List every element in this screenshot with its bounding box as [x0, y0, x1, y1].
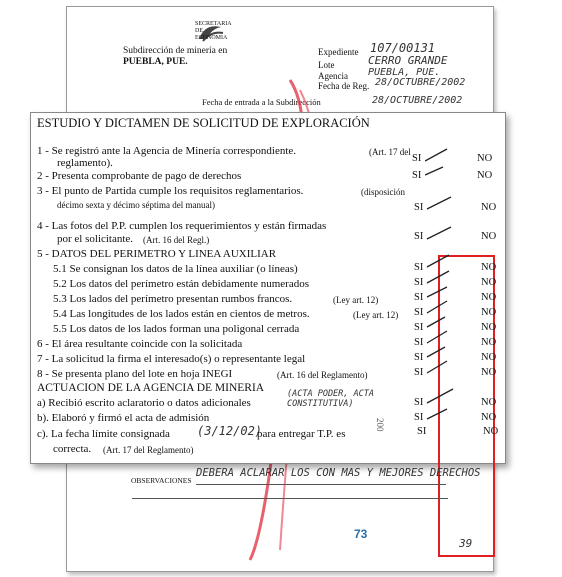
item-3-text: 3 - El punto de Partida cumple los requisitos reglamentarios.	[37, 185, 304, 197]
item-1-text-cont: reglamento).	[57, 157, 113, 169]
item-1-text: 1 - Se registró ante la Agencia de Minería correspondiente.	[37, 145, 297, 157]
observaciones-label: OBSERVACIONES	[131, 476, 192, 485]
item-8-text: 8 - Se presenta plano del lote en hoja INEGI	[37, 368, 233, 380]
expediente-value: 107/00131	[370, 41, 436, 55]
item-1-si: SI	[412, 153, 422, 164]
item-3-si: SI	[414, 202, 424, 213]
observaciones-text: DEBERA ACLARAR LOS CON MAS Y MEJORES DERECHOS	[196, 467, 481, 479]
item-8-ref: (Art. 16 del Reglamento)	[277, 370, 368, 380]
item-4-text-cont: por el solicitante.	[57, 233, 134, 245]
item-2-si: SI	[412, 170, 422, 181]
item-5-3-text: 5.3 Los lados del perímetro presentan rumbos francos.	[53, 293, 293, 305]
item-7-text: 7 - La solicitud la firma el interesado(s) o representante legal	[37, 353, 306, 365]
page-number: 73	[354, 527, 368, 541]
item-5-1-no: NO	[481, 262, 497, 273]
item-a-si: SI	[414, 397, 424, 408]
item-c-text-cont: para entregar T.P. es	[257, 428, 346, 440]
item-5-5-no: NO	[481, 322, 497, 333]
form-title: ESTUDIO Y DICTAMEN DE SOLICITUD DE EXPLORACIÓN	[37, 116, 370, 130]
item-a-no: NO	[481, 397, 497, 408]
item-5-4-ref: (Ley art. 12)	[353, 310, 399, 320]
agencia-value: PUEBLA, PUE.	[368, 67, 441, 78]
item-4-no: NO	[481, 231, 497, 242]
item-b-no: NO	[481, 412, 497, 423]
item-b-si: SI	[414, 412, 424, 423]
observaciones-line	[196, 484, 446, 485]
item-1-no: NO	[477, 153, 493, 164]
item-6-no: NO	[481, 337, 497, 348]
item-c-text: c). La fecha límite consignada	[37, 428, 170, 440]
item-5-2-text: 5.2 Los datos del perímetro están debidamente numerados	[53, 278, 309, 290]
item-4-text: 4 - Las fotos del P.P. cumplen los requerimientos y están firmadas	[37, 220, 327, 232]
item-c-no: NO	[483, 426, 499, 437]
item-5-heading: 5 - DATOS DEL PERIMETRO Y LINEA AUXILIAR	[37, 248, 277, 260]
fecha-reg-value: 28/OCTUBRE/2002	[375, 77, 466, 88]
logo-text: SECRETARIA DE ECONOMIA	[195, 21, 232, 41]
item-5-4-no: NO	[481, 307, 497, 318]
item-7-si: SI	[414, 352, 424, 363]
item-c-text-end: correcta.	[53, 443, 92, 455]
office-line-1: Subdirección de minería en	[123, 46, 228, 56]
item-3-text-cont: décimo sexta y décimo séptima del manual)	[57, 200, 215, 210]
item-5-3-ref: (Ley art. 12)	[333, 295, 379, 305]
item-8-no: NO	[481, 367, 497, 378]
item-8-si: SI	[414, 367, 424, 378]
item-7-no: NO	[481, 352, 497, 363]
checkmarks	[425, 147, 465, 447]
item-4-si: SI	[414, 231, 424, 242]
page-number-handwritten: 39	[459, 537, 473, 550]
item-5-4-text: 5.4 Las longitudes de los lados están en cientos de metros.	[53, 308, 310, 320]
item-1-ref: (Art. 17 del	[369, 147, 411, 157]
fecha-entrada-value: 28/OCTUBRE/2002	[372, 95, 463, 106]
item-5-3-si: SI	[414, 292, 424, 303]
fecha-entrada-label: Fecha de entrada a la Subdirección	[202, 97, 321, 107]
lote-value: CERRO GRANDE	[368, 54, 448, 67]
item-b-text: b). Elaboró y firmó el acta de admisión	[37, 412, 210, 424]
item-5-2-no: NO	[481, 277, 497, 288]
item-c-si: SI	[417, 426, 427, 437]
item-5-5-si: SI	[414, 322, 424, 333]
item-2-text: 2 - Presenta comprobante de pago de derechos	[37, 170, 242, 182]
lote-label: Lote	[318, 60, 335, 70]
item-6-text: 6 - El área resultante coincide con la solicitada	[37, 338, 243, 350]
item-5-5-text: 5.5 Los datos de los lados forman una poligonal cerrada	[53, 323, 300, 335]
observaciones-line-2	[132, 498, 448, 499]
actuacion-heading: ACTUACION DE LA AGENCIA DE MINERIA	[37, 382, 265, 394]
expediente-label: Expediente	[318, 47, 359, 57]
item-5-1-text: 5.1 Se consignan los datos de la línea auxiliar (o líneas)	[53, 263, 298, 275]
item-3-no: NO	[481, 202, 497, 213]
item-5-1-si: SI	[414, 262, 424, 273]
item-5-4-si: SI	[414, 307, 424, 318]
agencia-label: Agencia	[318, 71, 348, 81]
item-2-no: NO	[477, 170, 493, 181]
item-6-si: SI	[414, 337, 424, 348]
fecha-reg-label: Fecha de Reg.	[318, 81, 370, 91]
item-5-3-no: NO	[481, 292, 497, 303]
item-3-ref: (disposición	[361, 187, 405, 197]
item-c-handwritten: (3/12/02)	[197, 424, 263, 438]
office-line-2: PUEBLA, PUE.	[123, 57, 188, 67]
side-number: 200	[375, 418, 385, 432]
item-c-ref: (Art. 17 del Reglamento)	[103, 445, 194, 455]
dictamen-form	[30, 112, 506, 464]
item-a-handwritten: (ACTA PODER, ACTA CONSTITUTIVA)	[287, 389, 374, 409]
item-a-text: a) Recibió escrito aclaratorio o datos adicionales	[37, 397, 251, 409]
item-4-ref: (Art. 16 del Regl.)	[143, 235, 210, 245]
item-5-2-si: SI	[414, 277, 424, 288]
